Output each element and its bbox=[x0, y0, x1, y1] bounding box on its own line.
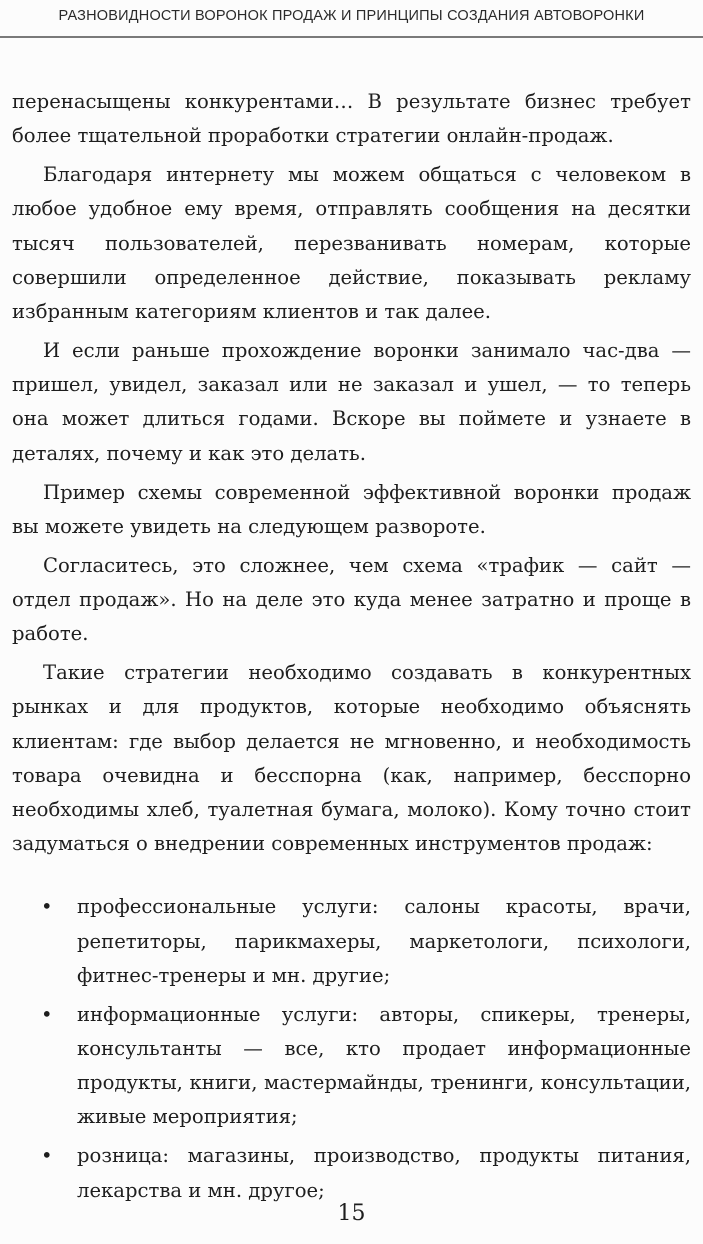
list-item-text: розница: магазины, производство, продукты питания, лекарства и мн. другое; bbox=[77, 1144, 691, 1202]
list-item bbox=[12, 1139, 691, 1207]
bullet-icon: • bbox=[41, 895, 53, 919]
paragraph: Пример схемы современной эффективной воронки продаж вы можете увидеть на следующем развороте. bbox=[12, 480, 691, 538]
paragraph: Такие стратегии необходимо создавать в конкурентных рынках и для продуктов, которые необходимо объяснять клиентам: где выбор делается не мгновенно, и необходимость товара очевидна и бесспорна (как, например, бесспорно необходимы хлеб, туалетная бумага, молоко). Кому точно стоит задуматься о внедрении современных инструментов продаж: bbox=[12, 661, 691, 856]
list-item-text: профессиональные услуги: салоны красоты, врачи, репетиторы, парикмахеры, маркетологи, психологи, фитнес-тренеры и мн. другие; bbox=[77, 895, 691, 987]
header-divider bbox=[0, 36, 703, 38]
list-item bbox=[12, 998, 691, 1135]
list-item-text: информационные услуги: авторы, спикеры, тренеры, консультанты — все, кто продает информационные продукты, книги, мастермайнды, тренинги, консультации, живые мероприятия; bbox=[77, 1002, 691, 1129]
paragraph: И если раньше прохождение воронки занимало час-два — пришел, увидел, заказал или не заказал и ушел, — то теперь она может длиться годами. Вскоре вы поймете и узнаете в деталях, почему и как это делать. bbox=[12, 339, 691, 465]
bullet-icon: • bbox=[41, 1144, 53, 1168]
paragraph-continued: перенасыщены конкурентами… В результате бизнес требует более тщательной проработки стратегии онлайн-продаж. bbox=[12, 90, 691, 148]
bullet-list bbox=[12, 890, 691, 1207]
bullet-icon: • bbox=[41, 1002, 53, 1026]
list-item bbox=[12, 890, 691, 993]
paragraph: Благодаря интернету мы можем общаться с человеком в любое удобное ему время, отправлять сообщения на десятки тысяч пользователей, перезванивать номерам, которые совершили определенное действие, показывать рекламу избранным категориям клиентов и так далее. bbox=[12, 163, 691, 324]
running-header: РАЗНОВИДНОСТИ ВОРОНОК ПРОДАЖ И ПРИНЦИПЫ СОЗДАНИЯ АВТОВОРОНКИ bbox=[58, 8, 645, 24]
page-body bbox=[12, 85, 691, 1213]
paragraph: Согласитесь, это сложнее, чем схема «трафик — сайт — отдел продаж». Но на деле это куда менее затратно и проще в работе. bbox=[12, 553, 691, 646]
page-number: 15 bbox=[337, 1201, 366, 1226]
